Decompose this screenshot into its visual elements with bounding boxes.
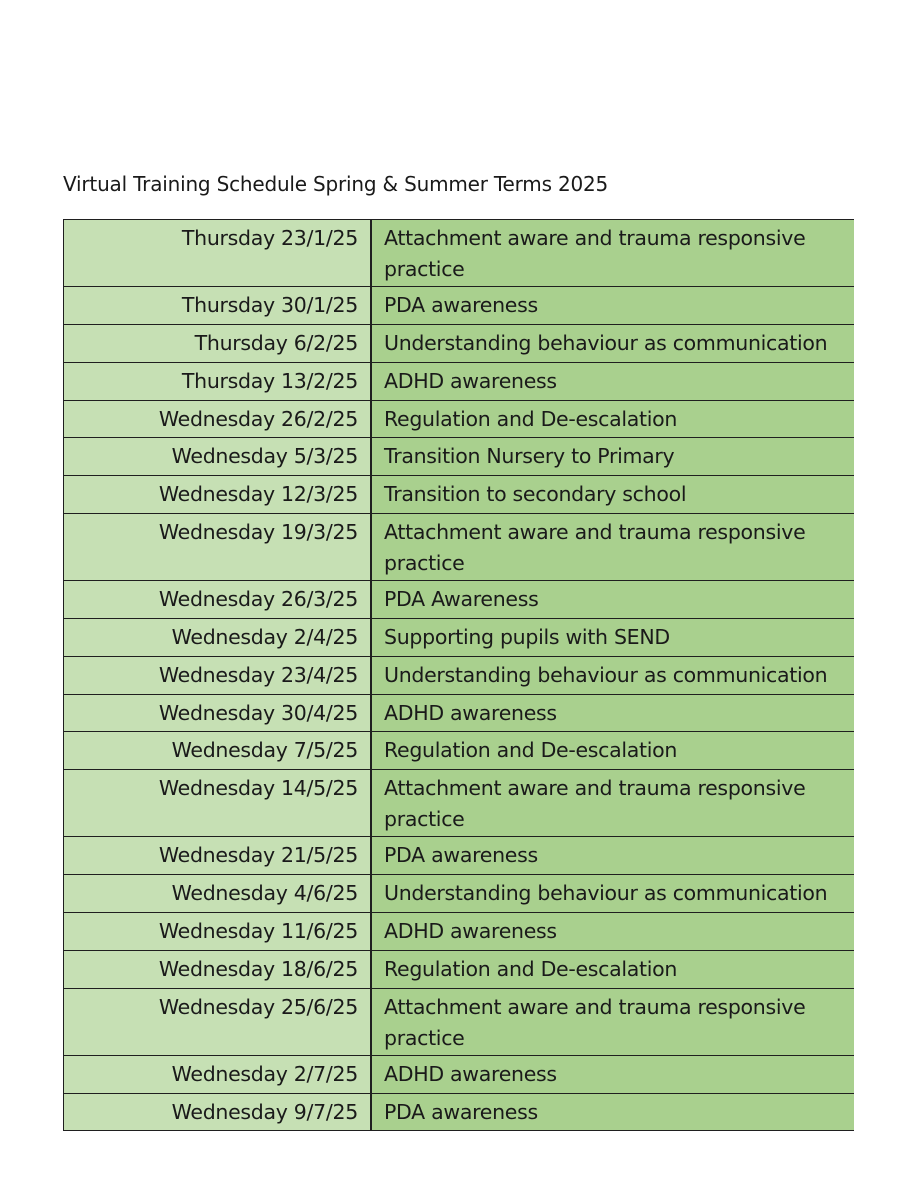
table-row xyxy=(64,476,854,514)
table-row xyxy=(64,220,854,287)
session-topic: ADHD awareness xyxy=(372,913,854,950)
session-topic: PDA awareness xyxy=(372,287,854,324)
session-topic: ADHD awareness xyxy=(372,695,854,732)
session-date: Wednesday 2/7/25 xyxy=(64,1056,372,1093)
table-row xyxy=(64,619,854,657)
table-row xyxy=(64,989,854,1056)
table-row xyxy=(64,581,854,619)
session-date: Wednesday 12/3/25 xyxy=(64,476,372,513)
session-date: Thursday 30/1/25 xyxy=(64,287,372,324)
session-date: Wednesday 4/6/25 xyxy=(64,875,372,912)
table-row xyxy=(64,514,854,581)
table-row xyxy=(64,287,854,325)
session-date: Wednesday 5/3/25 xyxy=(64,438,372,475)
table-row xyxy=(64,695,854,733)
session-topic: ADHD awareness xyxy=(372,363,854,400)
session-topic: Understanding behaviour as communication xyxy=(372,875,854,912)
session-date: Wednesday 25/6/25 xyxy=(64,989,372,1055)
session-date: Wednesday 14/5/25 xyxy=(64,770,372,836)
page-title: Virtual Training Schedule Spring & Summer Terms 2025 xyxy=(63,172,609,196)
session-date: Wednesday 30/4/25 xyxy=(64,695,372,732)
table-row xyxy=(64,325,854,363)
table-row xyxy=(64,438,854,476)
session-topic: PDA awareness xyxy=(372,837,854,874)
table-row xyxy=(64,913,854,951)
session-date: Thursday 13/2/25 xyxy=(64,363,372,400)
table-row xyxy=(64,1056,854,1094)
table-row xyxy=(64,951,854,989)
session-date: Wednesday 23/4/25 xyxy=(64,657,372,694)
session-date: Wednesday 7/5/25 xyxy=(64,732,372,769)
session-topic: Attachment aware and trauma responsive practice xyxy=(372,514,854,580)
table-row xyxy=(64,1094,854,1132)
session-topic: Attachment aware and trauma responsive practice xyxy=(372,220,854,286)
table-row xyxy=(64,732,854,770)
table-row xyxy=(64,657,854,695)
session-date: Wednesday 9/7/25 xyxy=(64,1094,372,1131)
session-date: Wednesday 2/4/25 xyxy=(64,619,372,656)
table-row xyxy=(64,363,854,401)
session-date: Wednesday 11/6/25 xyxy=(64,913,372,950)
session-date: Thursday 6/2/25 xyxy=(64,325,372,362)
table-row xyxy=(64,770,854,837)
session-date: Wednesday 26/2/25 xyxy=(64,401,372,438)
session-date: Wednesday 18/6/25 xyxy=(64,951,372,988)
session-topic: Understanding behaviour as communication xyxy=(372,325,854,362)
session-topic: PDA awareness xyxy=(372,1094,854,1131)
session-topic: ADHD awareness xyxy=(372,1056,854,1093)
session-date: Thursday 23/1/25 xyxy=(64,220,372,286)
session-topic: Understanding behaviour as communication xyxy=(372,657,854,694)
session-topic: Attachment aware and trauma responsive practice xyxy=(372,989,854,1055)
session-date: Wednesday 19/3/25 xyxy=(64,514,372,580)
session-date: Wednesday 21/5/25 xyxy=(64,837,372,874)
session-topic: Regulation and De-escalation xyxy=(372,732,854,769)
session-topic: Transition Nursery to Primary xyxy=(372,438,854,475)
table-row xyxy=(64,837,854,875)
session-topic: PDA Awareness xyxy=(372,581,854,618)
table-row xyxy=(64,875,854,913)
training-schedule-table xyxy=(63,219,854,1131)
session-topic: Transition to secondary school xyxy=(372,476,854,513)
table-row xyxy=(64,401,854,439)
session-topic: Attachment aware and trauma responsive practice xyxy=(372,770,854,836)
session-date: Wednesday 26/3/25 xyxy=(64,581,372,618)
session-topic: Regulation and De-escalation xyxy=(372,401,854,438)
session-topic: Regulation and De-escalation xyxy=(372,951,854,988)
session-topic: Supporting pupils with SEND xyxy=(372,619,854,656)
